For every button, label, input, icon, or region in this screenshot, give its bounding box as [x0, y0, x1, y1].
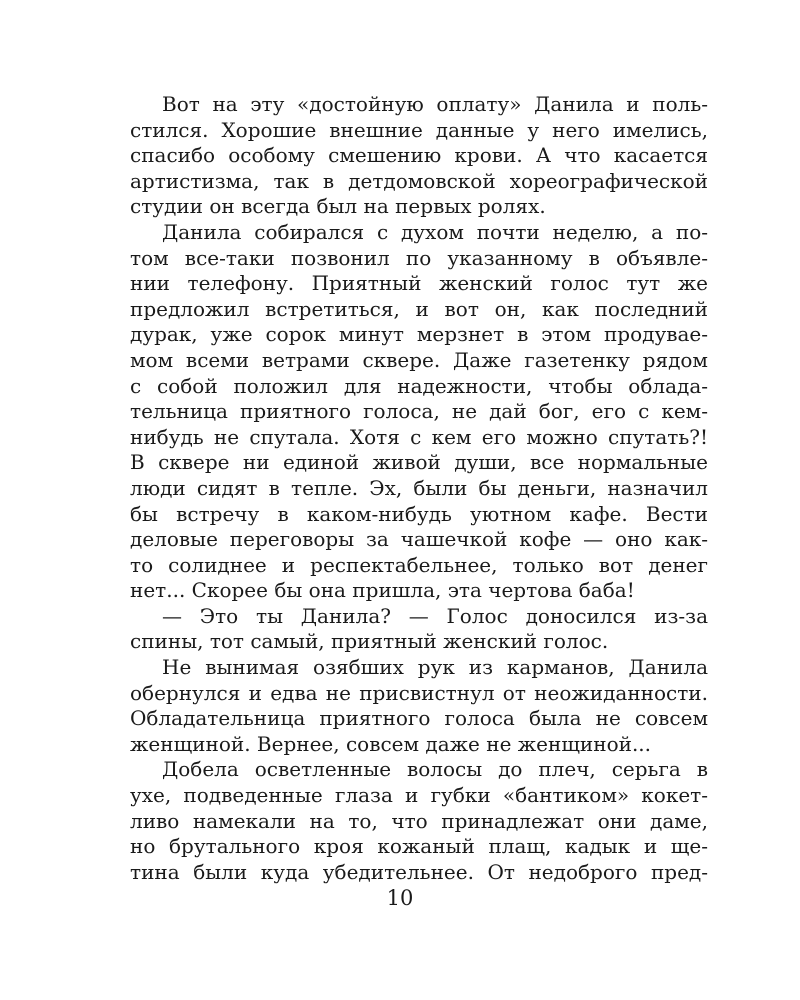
text-line: спасибо особому смешению крови. А что касается [130, 143, 708, 168]
body-text [130, 92, 708, 885]
text-line: тельница приятного голоса, не дай бог, его с кем- [130, 399, 708, 424]
text-line: бы встречу в каком-нибудь уютном кафе. Вести [130, 501, 708, 526]
text-line: обернулся и едва не присвистнул от неожиданности. [130, 680, 708, 705]
text-line: Вот на эту «достойную оплату» Данила и поль- [162, 92, 708, 116]
text-line: Добела осветленные волосы до плеч, серьга в [162, 757, 708, 782]
text-line: ухе, подведенные глаза и губки «бантиком» кокет- [130, 783, 708, 808]
text-line: спины, тот самый, приятный женский голос. [130, 629, 609, 654]
text-line: В сквере ни единой живой души, все нормальные [130, 450, 708, 475]
text-line: стился. Хорошие внешние данные у него имелись, [130, 117, 708, 142]
text-line: Данила собирался с духом почти неделю, а по- [162, 219, 708, 244]
text-line: нибудь не спутала. Хотя с кем его можно спутать?! [130, 424, 708, 449]
text-line: дурак, уже сорок минут мерзнет в этом продувае- [130, 322, 708, 347]
text-line: артистизма, так в детдомовской хореографической [130, 168, 708, 193]
text-line: нии телефону. Приятный женский голос тут же [130, 271, 708, 296]
text-line: Не вынимая озябших рук из карманов, Данила [162, 655, 708, 680]
text-line: — Это ты Данила? — Голос доносился из-за [162, 603, 708, 628]
text-line: предложил встретиться, и вот он, как последний [130, 296, 708, 321]
text-line: люди сидят в тепле. Эх, были бы деньги, назначил [130, 475, 708, 500]
text-line: женщиной. Вернее, совсем даже не женщиной... [130, 731, 652, 756]
text-line: тина были куда убедительнее. От недоброго пред- [130, 859, 708, 884]
text-line: но брутального кроя кожаный плащ, кадык и ще- [130, 834, 708, 859]
text-line: мом всеми ветрами сквере. Даже газетенку рядом [130, 347, 708, 372]
text-line: Обладательница приятного голоса была не совсем [130, 706, 708, 731]
text-line: том все-таки позвонил по указанному в объявле- [130, 245, 708, 270]
text-line: ливо намекали на то, что принадлежат они даме, [130, 808, 708, 833]
text-line: нет... Скорее бы она пришла, эта чертова баба! [130, 578, 635, 603]
text-line: студии он всегда был на первых ролях. [130, 194, 546, 219]
page-number: 10 [386, 886, 414, 910]
text-line: с собой положил для надежности, чтобы облада- [130, 373, 708, 398]
text-line: деловые переговоры за чашечкой кофе — оно как- [130, 527, 708, 552]
text-line: то солиднее и респектабельнее, только вот денег [130, 552, 708, 577]
